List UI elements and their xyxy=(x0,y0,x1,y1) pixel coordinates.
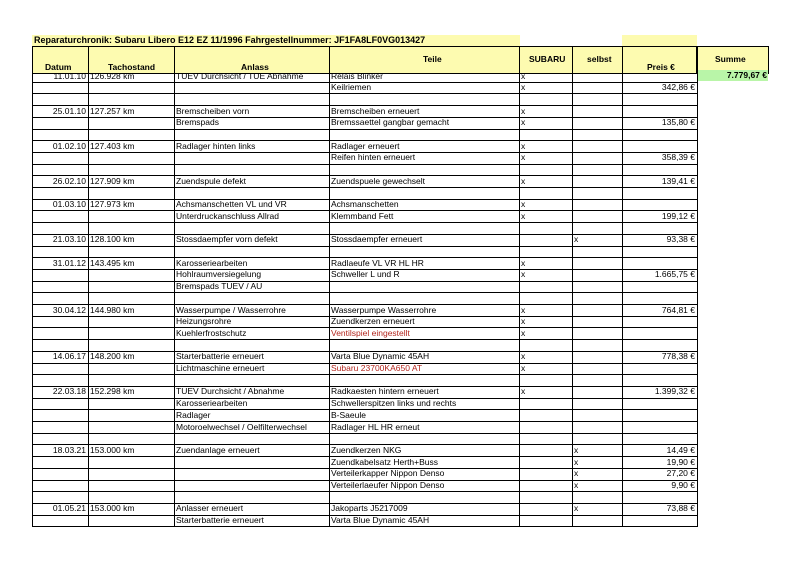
cell-subaru: x xyxy=(521,199,526,210)
cell-preis: 73,88 € xyxy=(666,503,695,514)
cell-tachostand: 127.403 km xyxy=(90,140,135,151)
cell-anlass: Motoroelwechsel / Oelfilterwechsel xyxy=(176,421,307,432)
summe-value: 7.779,67 € xyxy=(726,70,767,80)
cell-preis: 764,81 € xyxy=(661,304,695,315)
cell-tachostand: 148.200 km xyxy=(90,351,135,362)
cell-anlass: Zuendanlage erneuert xyxy=(176,444,260,455)
cell-teile: Verteilerkapper Nippon Denso xyxy=(331,468,445,479)
cell-teile: Bremscheiben erneuert xyxy=(331,105,420,116)
cell-anlass: Bremspads TUEV / AU xyxy=(176,281,263,292)
cell-datum: 30.04.12 xyxy=(52,304,86,315)
grid-vline xyxy=(174,46,175,526)
cell-teile: Zuendkerzen NKG xyxy=(331,444,402,455)
cell-tachostand: 128.100 km xyxy=(90,234,135,245)
cell-teile: Stossdaempfer erneuert xyxy=(331,234,423,245)
cell-selbst: x xyxy=(574,503,579,514)
cell-selbst: x xyxy=(574,444,579,455)
cell-datum: 25.01.10 xyxy=(52,105,86,116)
cell-preis: 135,80 € xyxy=(661,117,695,128)
header-teile: Teile xyxy=(423,54,442,64)
grid-vline xyxy=(697,46,698,526)
cell-preis: 1.399,32 € xyxy=(654,386,695,397)
cell-teile: Verteilerlaeufer Nippon Denso xyxy=(331,480,445,490)
cell-subaru: x xyxy=(521,117,526,128)
grid-vline xyxy=(572,46,573,526)
cell-preis: 342,86 € xyxy=(661,82,695,93)
cell-selbst: x xyxy=(574,480,579,490)
row-line xyxy=(32,526,698,527)
cell-anlass: Stossdaempfer vorn defekt xyxy=(176,234,278,245)
cell-preis: 93,38 € xyxy=(666,234,695,245)
cell-anlass: Starterbatterie erneuert xyxy=(176,351,264,362)
cell-preis: 14,49 € xyxy=(666,444,695,455)
row-line xyxy=(32,281,698,282)
cell-preis: 9,90 € xyxy=(671,480,695,490)
cell-subaru: x xyxy=(521,140,526,151)
grid-vline xyxy=(88,46,89,526)
header-selbst: selbst xyxy=(587,54,612,64)
cell-preis: 199,12 € xyxy=(661,210,695,221)
row-line xyxy=(32,491,698,492)
cell-subaru: x xyxy=(521,105,526,116)
cell-subaru: x xyxy=(521,82,526,93)
cell-teile: Zuendkabelsatz Herth+Buss xyxy=(331,456,439,467)
cell-subaru: x xyxy=(521,152,526,163)
cell-teile: Varta Blue Dynamic 45AH xyxy=(331,515,430,526)
cell-preis: 19,90 € xyxy=(666,456,695,467)
row-line xyxy=(32,164,698,165)
header-subaru: SUBARU xyxy=(529,54,566,64)
cell-anlass: Bremscheiben vorn xyxy=(176,105,250,116)
cell-subaru: x xyxy=(521,70,526,81)
cell-subaru: x xyxy=(521,327,526,338)
row-line xyxy=(32,433,698,434)
cell-preis: 27,20 € xyxy=(666,468,695,479)
cell-anlass: Karosseriearbeiten xyxy=(176,257,248,268)
cell-subaru: x xyxy=(521,351,526,362)
cell-teile: Zuendkerzen erneuert xyxy=(331,316,415,327)
header-datum: Datum xyxy=(45,62,72,72)
cell-anlass: Achsmanschetten VL und VR xyxy=(176,199,287,210)
cell-datum: 01.05.21 xyxy=(52,503,86,514)
cell-datum: 11.01.10 xyxy=(53,70,86,81)
cell-anlass: TUEV Durchsicht / TUE Abnahme xyxy=(176,70,304,81)
cell-subaru: x xyxy=(521,316,526,327)
cell-datum: 26.02.10 xyxy=(52,175,86,186)
cell-anlass: Anlasser erneuert xyxy=(176,503,244,514)
cell-teile: Schweller L und R xyxy=(331,269,400,280)
cell-teile: Zuendspuele gewechselt xyxy=(331,175,426,186)
header-anlass: Anlass xyxy=(241,62,269,72)
cell-teile: Bremssaettel gangbar gemacht xyxy=(331,117,450,128)
cell-anlass: Wasserpumpe / Wasserrohre xyxy=(176,304,286,315)
cell-tachostand: 127.973 km xyxy=(90,199,135,210)
cell-teile: Schwellerspitzen links und rechts xyxy=(331,398,457,409)
cell-subaru: x xyxy=(521,386,526,397)
cell-datum: 22.03.18 xyxy=(52,386,86,397)
header-tachostand: Tachostand xyxy=(108,62,156,72)
cell-datum: 21.03.10 xyxy=(52,234,86,245)
row-line xyxy=(32,129,698,130)
cell-anlass: Bremspads xyxy=(176,117,219,128)
cell-tachostand: 152.298 km xyxy=(90,386,135,397)
cell-teile: Radlager HL HR erneut xyxy=(331,421,420,432)
cell-teile: Radkaesten hintern erneuert xyxy=(331,386,439,397)
cell-tachostand: 143.495 km xyxy=(90,257,135,268)
cell-datum: 31.01.12 xyxy=(52,257,86,268)
cell-tachostand: 153.000 km xyxy=(90,444,135,455)
cell-teile: Subaru 23700KA650 AT xyxy=(331,363,423,373)
cell-anlass: TUEV Durchsicht / Abnahme xyxy=(176,386,285,397)
cell-subaru: x xyxy=(521,257,526,268)
cell-teile: Radlaeufe VL VR HL HR xyxy=(331,257,424,268)
row-line xyxy=(32,246,698,247)
cell-subaru: x xyxy=(521,210,526,221)
cell-teile: Achsmanschetten xyxy=(331,199,399,210)
cell-teile: Klemmband Fett xyxy=(331,210,394,221)
cell-datum: 01.03.10 xyxy=(52,199,86,210)
cell-subaru: x xyxy=(521,304,526,315)
row-line xyxy=(32,339,698,340)
cell-anlass: Unterdruckanschluss Allrad xyxy=(176,210,279,221)
cell-anlass: Lichtmaschine erneuert xyxy=(176,363,265,373)
cell-selbst: x xyxy=(574,456,579,467)
cell-selbst: x xyxy=(574,234,579,245)
row-line xyxy=(32,187,698,188)
cell-tachostand: 144.980 km xyxy=(90,304,135,315)
cell-anlass: Radlager hinten links xyxy=(176,140,256,151)
cell-tachostand: 127.909 km xyxy=(90,175,135,186)
cell-anlass: Karosseriearbeiten xyxy=(176,398,248,409)
cell-preis: 1.665,75 € xyxy=(654,269,695,280)
cell-preis: 139,41 € xyxy=(661,175,695,186)
cell-anlass: Kuehlerfrostschutz xyxy=(176,327,247,338)
cell-tachostand: 126.928 km xyxy=(90,70,135,81)
cell-selbst: x xyxy=(574,468,579,479)
cell-teile: Relais Blinker xyxy=(331,70,383,81)
cell-subaru: x xyxy=(521,269,526,280)
row-line xyxy=(32,292,698,293)
cell-teile: Reifen hinten erneuert xyxy=(331,152,416,163)
header-preis: Preis € xyxy=(647,62,675,72)
cell-anlass: Radlager xyxy=(176,409,211,420)
cell-teile: B-Saeule xyxy=(331,409,366,420)
cell-tachostand: 127.257 km xyxy=(90,105,135,116)
header-summe: Summe xyxy=(715,54,746,64)
cell-subaru: x xyxy=(521,175,526,186)
row-line xyxy=(32,374,698,375)
header-highlight xyxy=(622,35,697,46)
cell-preis: 358,39 € xyxy=(661,152,695,163)
grid-vline xyxy=(519,46,520,526)
cell-teile: Varta Blue Dynamic 45AH xyxy=(331,351,430,362)
row-line xyxy=(32,93,698,94)
cell-datum: 01.02.10 xyxy=(52,140,86,151)
cell-tachostand: 153.000 km xyxy=(90,503,135,514)
grid-vline xyxy=(329,46,330,526)
cell-teile: Ventilspiel eingestellt xyxy=(331,327,410,338)
cell-anlass: Zuendspule defekt xyxy=(176,175,246,186)
cell-anlass: Hohlraumversiegelung xyxy=(176,269,262,280)
cell-teile: Radlager erneuert xyxy=(331,140,400,151)
cell-datum: 14.06.17 xyxy=(52,351,86,362)
cell-datum: 18.03.21 xyxy=(52,444,86,455)
cell-anlass: Starterbatterie erneuert xyxy=(176,515,264,526)
cell-teile: Wasserpumpe Wasserrohre xyxy=(331,304,437,315)
cell-anlass: Heizungsrohre xyxy=(176,316,232,327)
cell-subaru: x xyxy=(521,363,526,373)
cell-teile: Jakoparts J5217009 xyxy=(331,503,408,514)
sheet-title: Reparaturchronik: Subaru Libero E12 EZ 11/1996 Fahrgestellnummer: JF1FA8LF0VG013427 xyxy=(34,35,426,45)
cell-preis: 778,38 € xyxy=(661,351,695,362)
cell-teile: Keilriemen xyxy=(331,82,372,93)
row-line xyxy=(32,222,698,223)
